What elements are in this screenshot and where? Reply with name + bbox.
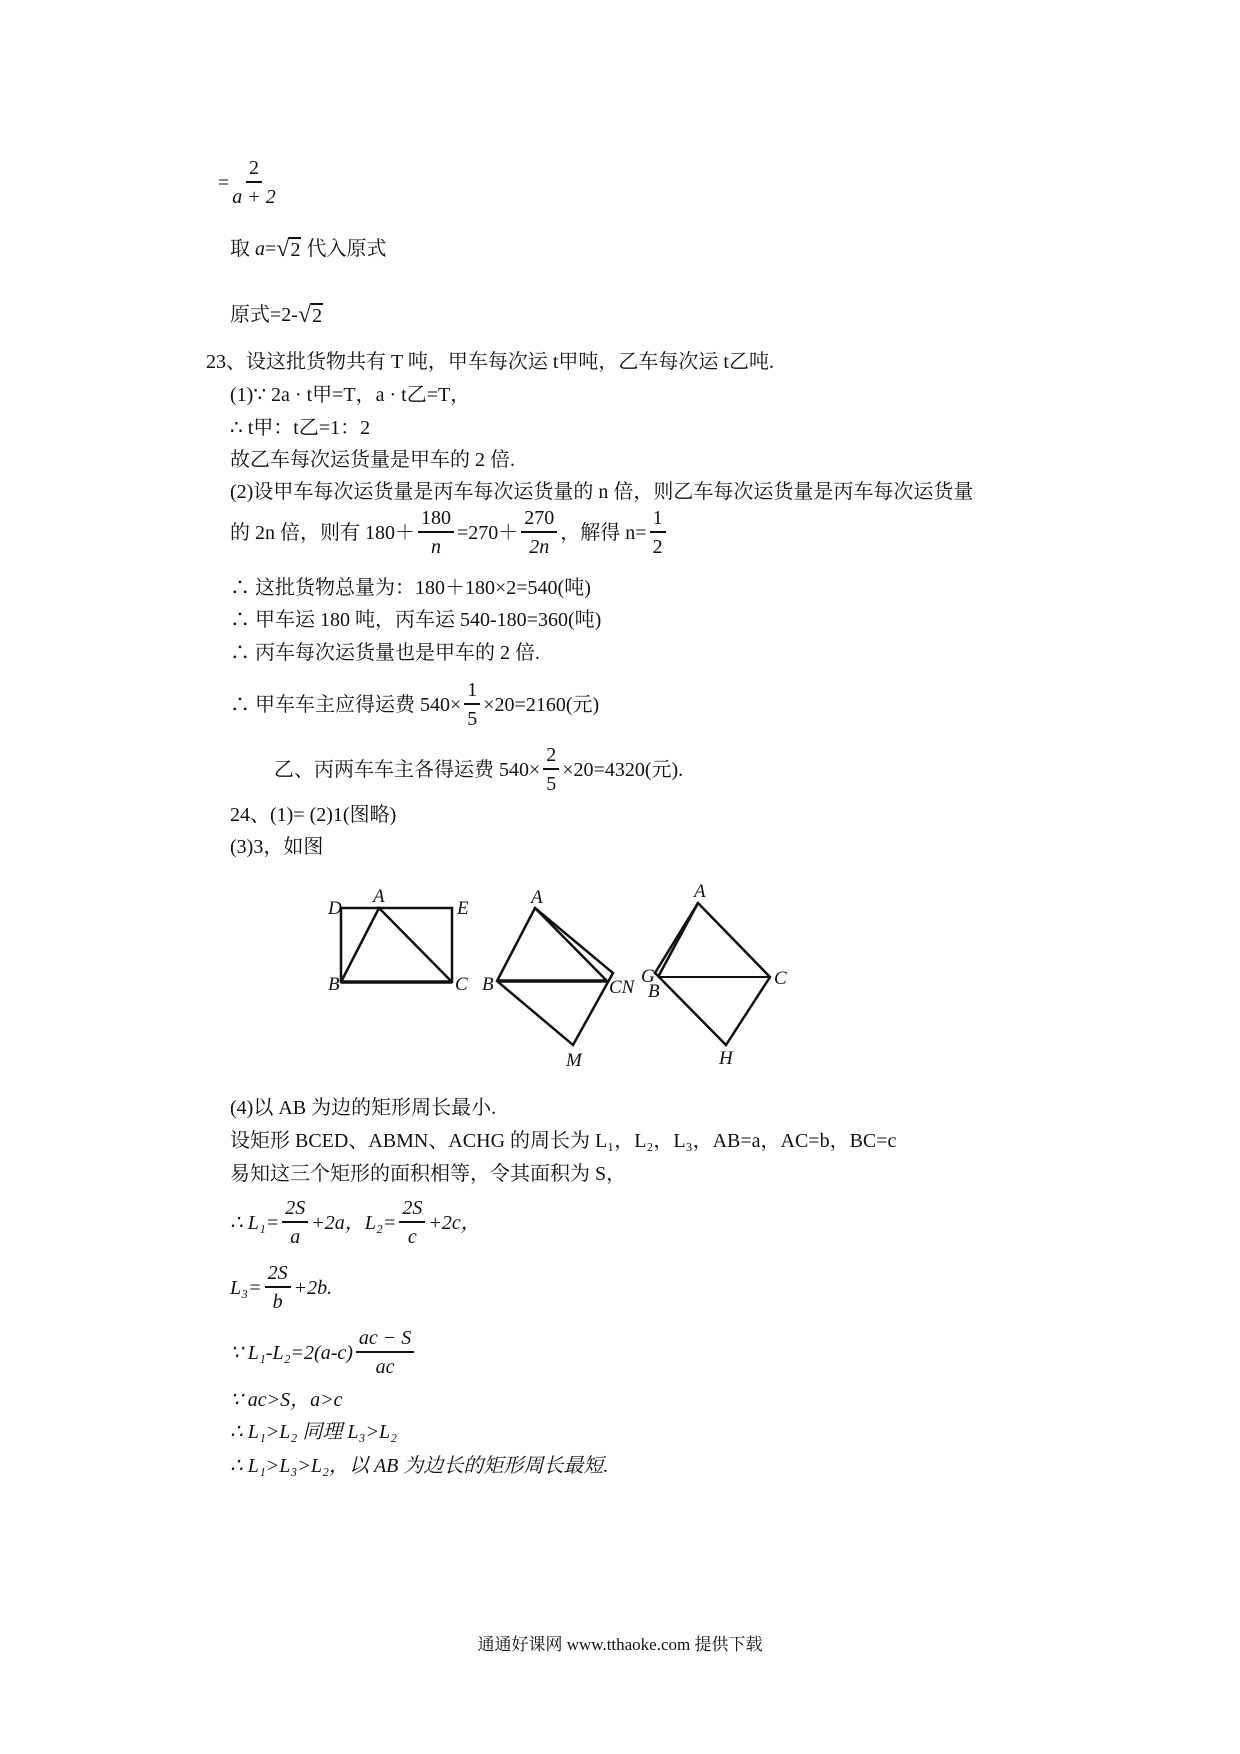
fraction xyxy=(464,680,480,729)
q24-p4c: 易知这三个矩形的面积相等，令其面积为 S， xyxy=(230,1163,627,1185)
q22-substitute-line xyxy=(230,237,386,261)
geometry-figures xyxy=(300,860,960,1080)
label-cn: CN xyxy=(609,977,635,998)
q23-p2b xyxy=(230,508,669,557)
var-a: a xyxy=(255,238,265,260)
q24-p4b: 设矩形 BCED、ABMN、ACHG 的周长为 L₁，L₂，L₃，AB=a，AC=b，BC=c xyxy=(230,1130,897,1152)
numerator: 180 xyxy=(418,508,454,533)
sqrt-value: 2 xyxy=(312,305,323,327)
numerator: 2 xyxy=(543,745,559,770)
text: ×20=2160(元) xyxy=(483,693,600,716)
denominator: ac xyxy=(375,1356,395,1378)
fraction xyxy=(282,1198,308,1247)
label-a: A xyxy=(694,881,706,902)
footer: 通通好课网 www.tthaoke.com 提供下载 xyxy=(477,1635,763,1654)
q23-p1b: ∴ t甲：t乙=1：2 xyxy=(230,417,371,439)
denominator: a xyxy=(290,1226,301,1248)
label-b: B xyxy=(648,981,660,1002)
text: 代入原式 xyxy=(306,238,387,260)
q22-result-line xyxy=(230,303,323,327)
q24-p1: 24、(1)= (2)1(图略) xyxy=(230,804,397,826)
text: +2b. xyxy=(293,1276,333,1299)
text: 取 xyxy=(230,238,250,260)
text: ∴ 甲车车主应得运费 540× xyxy=(230,693,462,716)
q24-l1-l2 xyxy=(230,1198,481,1247)
q23-s2: ∴ 甲车运 180 吨，丙车运 540-180=360(吨) xyxy=(230,609,602,631)
label-d: D xyxy=(328,898,342,919)
numerator: ac − S xyxy=(356,1328,414,1353)
label-a: A xyxy=(373,886,385,907)
fraction xyxy=(543,745,559,794)
text: ∵ L₁-L₂=2(a-c) xyxy=(230,1341,353,1364)
figure-1 xyxy=(341,908,452,982)
rectangle-bced xyxy=(341,908,452,982)
label-b: B xyxy=(328,974,340,995)
fraction xyxy=(265,1263,291,1312)
label-b: B xyxy=(482,974,494,995)
denominator: 5 xyxy=(546,773,557,795)
text: 的 2n 倍，则有 180＋ xyxy=(230,521,415,544)
fraction xyxy=(399,1198,425,1247)
rectangle-achg xyxy=(655,903,770,1045)
triangle-abc xyxy=(341,908,452,982)
q24-c2: ∴ L₁>L₂ 同理 L₃>L₂ xyxy=(230,1421,398,1443)
q22-fraction-line xyxy=(218,158,279,207)
q23-s5 xyxy=(274,745,683,794)
text: 原式=2- xyxy=(230,304,298,326)
q23-s3: ∴ 丙车每次运货量也是甲车的 2 倍. xyxy=(230,642,540,664)
text: =270＋ xyxy=(457,521,519,544)
denominator: c xyxy=(407,1226,417,1248)
denominator: a + 2 xyxy=(232,186,276,208)
sqrt: √ 2 xyxy=(276,236,301,262)
numerator: 1 xyxy=(650,508,666,533)
numerator: 1 xyxy=(464,680,480,705)
label-h: H xyxy=(719,1048,733,1069)
q23-p2a: (2)设甲车每次运货量是丙车每次运货量的 n 倍，则乙车每次运货量是丙车每次运货量 xyxy=(230,481,974,503)
fraction xyxy=(232,158,276,207)
text: ×20=4320(元). xyxy=(562,758,684,781)
figure-3 xyxy=(655,903,770,1045)
equals: = xyxy=(218,171,230,194)
text: +2a，L₂= xyxy=(311,1211,397,1234)
numerator: 2 xyxy=(246,158,262,183)
label-e: E xyxy=(457,898,469,919)
label-c: C xyxy=(455,974,468,995)
q23-s1: ∴ 这批货物总量为：180＋180×2=540(吨) xyxy=(230,577,591,599)
numerator: 270 xyxy=(521,508,557,533)
figure-2 xyxy=(497,908,613,1045)
q23-p1a: (1)∵ 2a · t甲=T，a · t乙=T， xyxy=(230,384,471,406)
denominator: b xyxy=(272,1291,283,1313)
fraction xyxy=(356,1328,414,1377)
q24-c3: ∴ L₁>L₃>L₂，以 AB 为边长的矩形周长最短. xyxy=(230,1455,609,1477)
q23-s4 xyxy=(230,680,599,729)
q24-l3 xyxy=(230,1263,332,1312)
text: ∴ L₁= xyxy=(230,1211,280,1234)
sqrt: √ 2 xyxy=(297,302,323,328)
numerator: 2S xyxy=(399,1198,425,1223)
q23-p1c: 故乙车每次运货量是甲车的 2 倍. xyxy=(230,449,515,471)
segment-ac xyxy=(535,908,607,981)
numerator: 2S xyxy=(282,1198,308,1223)
fraction xyxy=(418,508,454,557)
equals: = xyxy=(265,238,277,260)
text: 乙、丙两车车主各得运费 540× xyxy=(274,758,541,781)
fraction xyxy=(650,508,666,557)
q24-p3: (3)3，如图 xyxy=(230,836,324,858)
label-g: G xyxy=(641,966,655,987)
label-a: A xyxy=(531,887,543,908)
numerator: 2S xyxy=(265,1263,291,1288)
text: L₃= xyxy=(230,1276,262,1299)
q24-c1: ∵ ac>S，a>c xyxy=(230,1389,343,1411)
label-m: M xyxy=(566,1050,582,1071)
fraction xyxy=(521,508,557,557)
text: ，解得 n= xyxy=(560,521,647,544)
denominator: 2 xyxy=(652,536,663,558)
q24-difference xyxy=(230,1328,417,1377)
segment-ab xyxy=(658,903,698,977)
sqrt-value: 2 xyxy=(290,239,301,261)
denominator: 2n xyxy=(529,536,550,558)
q24-p4: (4)以 AB 为边的矩形周长最小. xyxy=(230,1097,497,1119)
denominator: n xyxy=(431,536,441,558)
label-c: C xyxy=(774,968,787,989)
text: +2c， xyxy=(428,1211,481,1234)
q23-intro: 23、设这批货物共有 T 吨，甲车每次运 t甲吨，乙车每次运 t乙吨. xyxy=(206,351,774,373)
denominator: 5 xyxy=(467,708,478,730)
